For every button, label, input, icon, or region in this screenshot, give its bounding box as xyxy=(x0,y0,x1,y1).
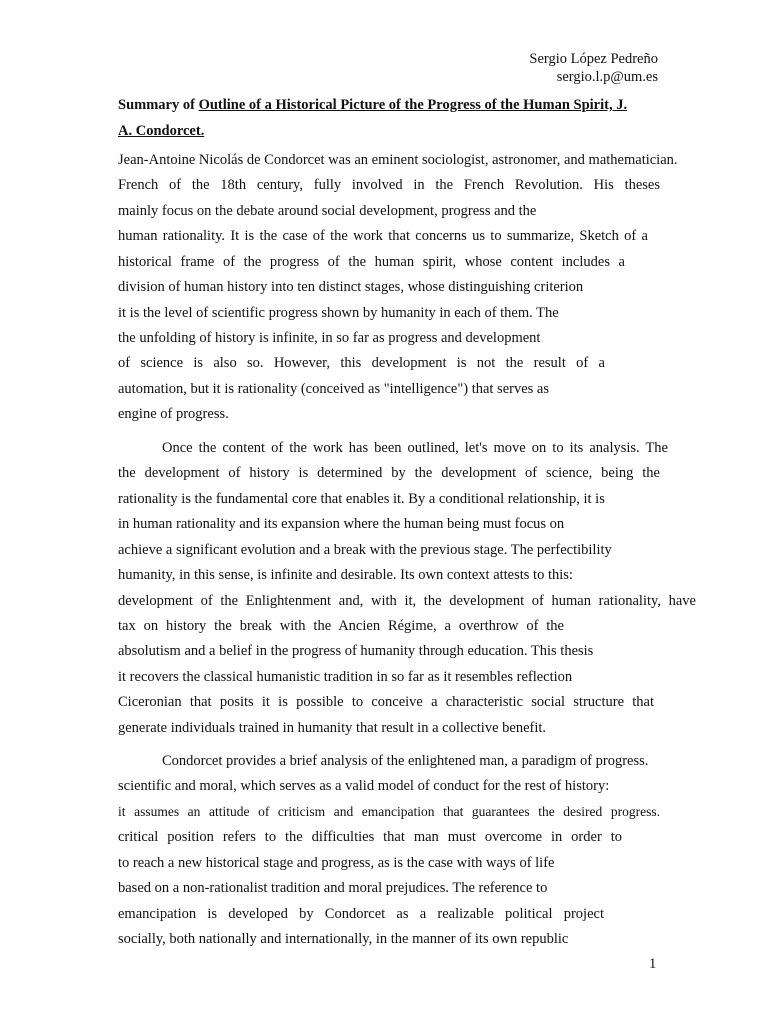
paragraph-3-line: based on a non-rationalist tradition and moral prejudices. The reference to xyxy=(118,880,548,896)
paragraph-3-line: socially, both nationally and internationally, in the manner of its own republic xyxy=(118,931,569,947)
paragraph-2-line: Once the content of the work has been outlined, let's move on to its analysis. The xyxy=(162,440,668,456)
paragraph-2-line: humanity, in this sense, is infinite and desirable. Its own context attests to this: xyxy=(118,567,573,583)
title-prefix: Summary of xyxy=(118,97,199,113)
paragraph-3-line: to reach a new historical stage and progress, as is the case with ways of life xyxy=(118,855,555,871)
paragraph-1-line: automation, but it is rationality (conceived as "intelligence") that serves as xyxy=(118,381,549,397)
paragraph-2-line: absolutism and a belief in the progress of humanity through education. This thesis xyxy=(118,643,594,659)
paragraph-2-line: tax on history the break with the Ancien Régime, a overthrow of the xyxy=(118,618,564,634)
paragraph-3-line: critical position refers to the difficulties that man must overcome in order to xyxy=(118,829,622,845)
paragraph-1-line: division of human history into ten distinct stages, whose distinguishing criterion xyxy=(118,279,584,295)
paragraph-1-line: Jean-Antoine Nicolás de Condorcet was an eminent sociologist, astronomer, and mathematician. xyxy=(118,152,678,168)
paragraph-3-line: Condorcet provides a brief analysis of the enlightened man, a paradigm of progress. xyxy=(162,753,649,769)
paragraph-3-line: scientific and moral, which serves as a valid model of conduct for the rest of history: xyxy=(118,778,610,794)
title-work-line-2: A. Condorcet. xyxy=(118,123,205,139)
paragraph-1-line: French of the 18th century, fully involved in the French Revolution. His theses xyxy=(118,177,660,193)
paragraph-1-line: engine of progress. xyxy=(118,406,229,422)
title-work-line-1: Outline of a Historical Picture of the Progress of the Human Spirit, J. xyxy=(198,97,628,113)
author-block xyxy=(529,50,658,86)
author-email: sergio.l.p@um.es xyxy=(556,69,658,85)
paragraph-3-line: it assumes an attitude of criticism and emancipation that guarantees the desired progress. xyxy=(118,804,660,819)
paragraph-2-line: generate individuals trained in humanity that result in a collective benefit. xyxy=(118,720,547,736)
title-line-2 xyxy=(118,118,678,144)
paragraph-1-line: of science is also so. However, this development is not the result of a xyxy=(118,355,605,371)
paragraph-2-line: Ciceronian that posits it is possible to conceive a characteristic social structure that xyxy=(118,694,654,710)
paragraph-1-line: the unfolding of history is infinite, in so far as progress and development xyxy=(118,330,541,346)
page-number: 1 xyxy=(649,956,657,972)
paragraph-2-line: the development of history is determined by the development of science, being the xyxy=(118,465,660,481)
paragraph-1-line: human rationality. It is the case of the work that concerns us to summarize, Sketch of a xyxy=(118,228,648,244)
paragraph-1-line: historical frame of the progress of the human spirit, whose content includes a xyxy=(118,254,625,270)
paragraph-2-line: it recovers the classical humanistic tradition in so far as it resembles reflection xyxy=(118,669,573,685)
paragraph-2-line: rationality is the fundamental core that enables it. By a conditional relationship, it is xyxy=(118,491,605,507)
document-title xyxy=(118,92,678,144)
paragraph-2-line: in human rationality and its expansion where the human being must focus on xyxy=(118,516,565,532)
title-line-1 xyxy=(118,92,678,118)
paragraph-3-line: emancipation is developed by Condorcet as a realizable political project xyxy=(118,906,604,922)
author-name: Sergio López Pedreño xyxy=(529,51,658,67)
paragraph-2-line: achieve a significant evolution and a break with the previous stage. The perfectibility xyxy=(118,542,612,558)
paragraph-1-line: it is the level of scientific progress shown by humanity in each of them. The xyxy=(118,305,559,321)
paragraph-1-line: mainly focus on the debate around social development, progress and the xyxy=(118,203,537,219)
paragraph-2-line: development of the Enlightenment and, with it, the development of human rationality, have xyxy=(118,593,696,609)
